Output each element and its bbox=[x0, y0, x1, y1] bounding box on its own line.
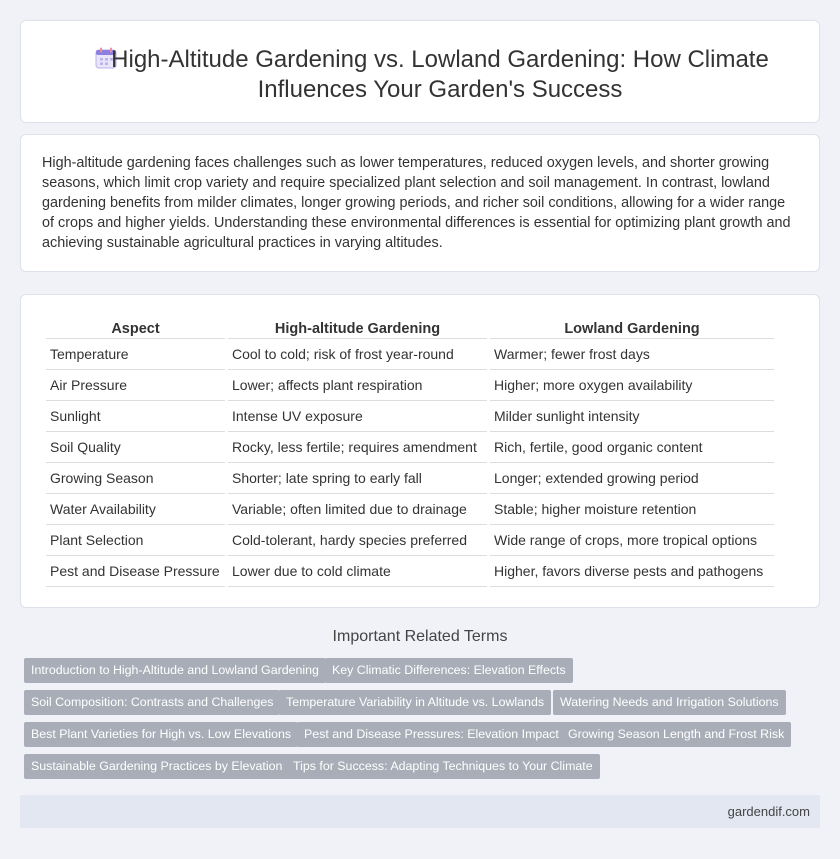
table-cell: Higher, favors diverse pests and pathogens bbox=[490, 556, 774, 587]
table-cell: Soil Quality bbox=[46, 432, 225, 463]
table-row bbox=[46, 556, 774, 587]
table-cell: Shorter; late spring to early fall bbox=[228, 463, 487, 494]
comparison-table-card bbox=[20, 294, 820, 608]
table-cell: Milder sunlight intensity bbox=[490, 401, 774, 432]
table-row bbox=[46, 494, 774, 525]
related-term-tag[interactable]: Temperature Variability in Altitude vs. Lowlands bbox=[279, 690, 551, 715]
footer bbox=[20, 795, 820, 828]
related-term-tag[interactable]: Watering Needs and Irrigation Solutions bbox=[553, 690, 786, 715]
comparison-table bbox=[43, 315, 777, 587]
related-term-tag[interactable]: Sustainable Gardening Practices by Elevation bbox=[24, 754, 289, 779]
table-cell: Lower due to cold climate bbox=[228, 556, 487, 587]
related-term-tag[interactable]: Growing Season Length and Frost Risk bbox=[561, 722, 791, 747]
table-row bbox=[46, 525, 774, 556]
table-cell: Higher; more oxygen availability bbox=[490, 370, 774, 401]
column-header: Aspect bbox=[46, 315, 225, 339]
related-terms-heading: Important Related Terms bbox=[332, 628, 508, 645]
table-cell: Water Availability bbox=[46, 494, 225, 525]
table-cell: Rocky, less fertile; requires amendment bbox=[228, 432, 487, 463]
related-term-tag[interactable]: Best Plant Varieties for High vs. Low Elevations bbox=[24, 722, 298, 747]
table-header-row bbox=[46, 315, 774, 339]
page-title: High-Altitude Gardening vs. Lowland Gardening: How Climate Influences Your Garden's Success bbox=[111, 46, 769, 103]
table-cell: Longer; extended growing period bbox=[490, 463, 774, 494]
table-cell: Plant Selection bbox=[46, 525, 225, 556]
intro-card bbox=[20, 134, 820, 272]
intro-paragraph: High-altitude gardening faces challenges such as lower temperatures, reduced oxygen levels, and shorter growing seasons, which limit crop variety and require specialized plant selection and soil management. In contrast, lowland gardening benefits from milder climates, longer growing periods, and richer soil conditions, allowing for a wider range of crops and higher yields. Understanding these environmental differences is essential for optimizing plant growth and achieving sustainable agricultural practices in varying altitudes. bbox=[42, 155, 791, 251]
table-body bbox=[46, 339, 774, 587]
related-term-tag[interactable]: Pest and Disease Pressures: Elevation Impact bbox=[297, 722, 566, 747]
column-header: High-altitude Gardening bbox=[228, 315, 487, 339]
column-header: Lowland Gardening bbox=[490, 315, 774, 339]
table-cell: Air Pressure bbox=[46, 370, 225, 401]
table-cell: Cold-tolerant, hardy species preferred bbox=[228, 525, 487, 556]
table-cell: Warmer; fewer frost days bbox=[490, 339, 774, 370]
related-term-tag[interactable]: Key Climatic Differences: Elevation Effects bbox=[325, 658, 573, 683]
table-row bbox=[46, 463, 774, 494]
table-cell: Lower; affects plant respiration bbox=[228, 370, 487, 401]
table-cell: Variable; often limited due to drainage bbox=[228, 494, 487, 525]
table-row bbox=[46, 401, 774, 432]
table-cell: Rich, fertile, good organic content bbox=[490, 432, 774, 463]
related-term-tag[interactable]: Tips for Success: Adapting Techniques to Your Climate bbox=[286, 754, 600, 779]
footer-site-link[interactable]: gardendif.com bbox=[727, 804, 810, 819]
title-card bbox=[20, 20, 820, 123]
table-row bbox=[46, 370, 774, 401]
table-row bbox=[46, 432, 774, 463]
table-cell: Sunlight bbox=[46, 401, 225, 432]
table-cell: Wide range of crops, more tropical options bbox=[490, 525, 774, 556]
related-term-tag[interactable]: Introduction to High-Altitude and Lowland Gardening bbox=[24, 658, 326, 683]
table-cell: Intense UV exposure bbox=[228, 401, 487, 432]
related-term-tag[interactable]: Soil Composition: Contrasts and Challenges bbox=[24, 690, 280, 715]
table-row bbox=[46, 339, 774, 370]
table-cell: Cool to cold; risk of frost year-round bbox=[228, 339, 487, 370]
table-cell: Temperature bbox=[46, 339, 225, 370]
table-cell: Pest and Disease Pressure bbox=[46, 556, 225, 587]
table-cell: Growing Season bbox=[46, 463, 225, 494]
table-cell: Stable; higher moisture retention bbox=[490, 494, 774, 525]
